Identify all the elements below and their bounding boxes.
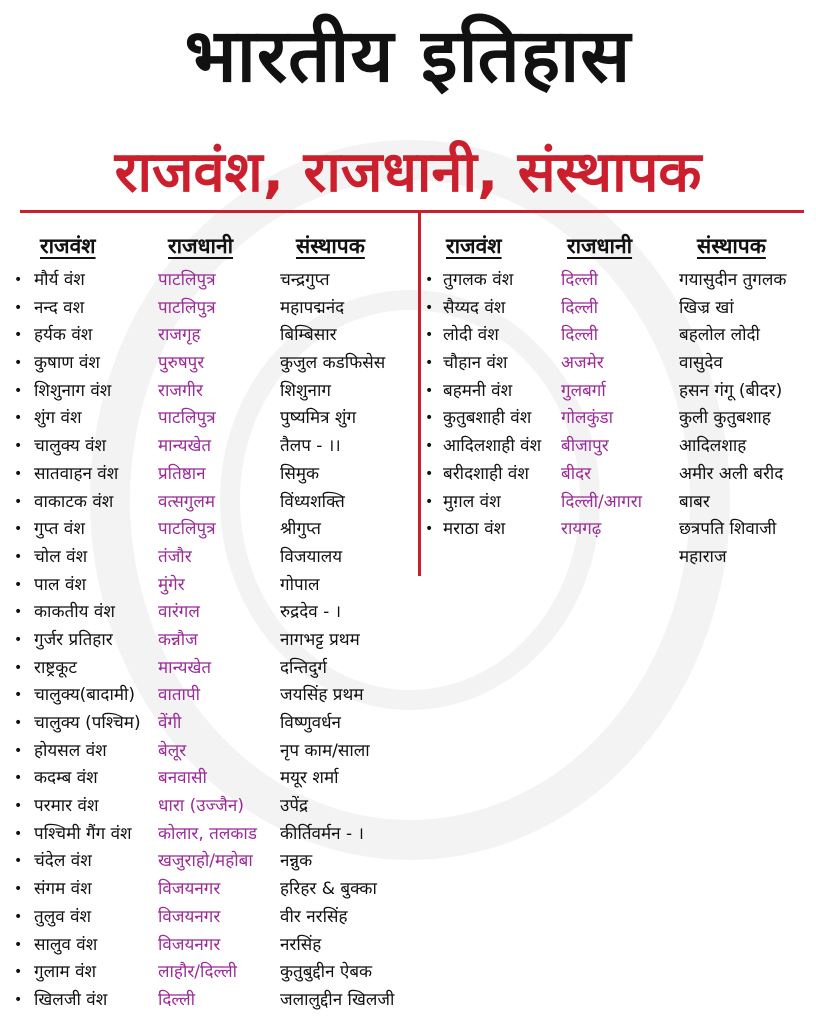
founder-name: हसन गंगू (बीदर) bbox=[679, 380, 783, 401]
table-row bbox=[0, 295, 418, 323]
left-header-dynasty: राजवंश bbox=[40, 234, 96, 258]
capital-name: वत्सगुलम bbox=[158, 491, 216, 512]
capital-name: गुलबर्गा bbox=[561, 380, 606, 401]
capital-name: कन्नौज bbox=[158, 629, 198, 650]
capital-name: राजगीर bbox=[158, 380, 203, 401]
table-row bbox=[421, 350, 816, 378]
founder-name: श्रीगुप्त bbox=[280, 519, 321, 540]
capital-name: खजुराहो/महोबा bbox=[158, 851, 253, 872]
capital-name: राजगृह bbox=[158, 325, 201, 346]
table-row bbox=[0, 599, 418, 627]
capital-name: अजमेर bbox=[561, 353, 604, 374]
left-header-founder: संस्थापक bbox=[296, 234, 365, 258]
dynasty-name: कदम्ब वंश bbox=[34, 768, 98, 789]
founder-name: नरसिंह bbox=[280, 934, 322, 955]
table-row bbox=[0, 738, 418, 766]
bullet-icon: • bbox=[425, 272, 434, 288]
founder-name: वीर नरसिंह bbox=[280, 906, 348, 927]
bullet-icon: • bbox=[425, 493, 434, 510]
bullet-icon: • bbox=[14, 964, 23, 981]
dynasty-name: गुप्त वंश bbox=[34, 519, 85, 540]
founder-name: तैलप - ।। bbox=[280, 436, 341, 457]
table-row bbox=[0, 405, 418, 433]
dynasty-name: पाल वंश bbox=[34, 574, 87, 595]
table-row bbox=[0, 572, 418, 600]
table-row bbox=[0, 765, 418, 793]
capital-name: वातापी bbox=[158, 685, 201, 706]
founder-name: गोपाल bbox=[280, 574, 320, 595]
capital-name: मान्यखेत bbox=[158, 436, 212, 457]
header-divider bbox=[20, 210, 804, 213]
table-row bbox=[0, 267, 418, 295]
right-header-capital: राजधानी bbox=[567, 234, 633, 258]
founder-name: हरिहर & बुक्का bbox=[280, 879, 377, 900]
founder-name: कुतुबुद्दीन ऐबक bbox=[280, 962, 373, 983]
capital-name: दिल्ली bbox=[158, 989, 196, 1010]
bullet-icon: • bbox=[14, 715, 23, 731]
founder-name: सिमुक bbox=[280, 463, 320, 484]
founder-name: महापद्मनंद bbox=[280, 297, 345, 318]
table-row bbox=[0, 433, 418, 461]
dynasty-name: बहमनी वंश bbox=[443, 380, 513, 401]
capital-name: गोलकुंडा bbox=[561, 408, 614, 429]
table-row bbox=[0, 904, 418, 932]
founder-name: खिज्र खां bbox=[679, 297, 734, 318]
table-row bbox=[421, 461, 816, 489]
bullet-icon: • bbox=[14, 604, 23, 621]
dynasty-name: काकतीय वंश bbox=[34, 602, 115, 623]
page-subtitle: राजवंश, राजधानी, संस्थापक bbox=[114, 140, 702, 205]
dynasty-name: लोदी वंश bbox=[443, 325, 499, 346]
capital-name: विजयनगर bbox=[158, 906, 221, 927]
bullet-icon: • bbox=[14, 299, 23, 316]
bullet-icon: • bbox=[14, 272, 23, 288]
dynasty-name: मौर्य वंश bbox=[34, 270, 85, 290]
dynasty-name: कुतुबशाही वंश bbox=[443, 408, 532, 429]
table-row bbox=[0, 655, 418, 683]
bullet-icon: • bbox=[14, 770, 23, 787]
founder-name: पुष्यमित्र शुंग bbox=[280, 408, 357, 429]
bullet-icon: • bbox=[14, 410, 23, 427]
dynasty-name: चालुक्य (पश्चिम) bbox=[34, 713, 141, 733]
table-row bbox=[0, 793, 418, 821]
table-row bbox=[0, 876, 418, 904]
bullet-icon: • bbox=[14, 825, 23, 842]
founder-name: जलालुद्दीन खिलजी bbox=[280, 989, 395, 1010]
dynasty-name: बरीदशाही वंश bbox=[443, 463, 529, 484]
capital-name: तंजौर bbox=[158, 546, 192, 567]
capital-name: पाटलिपुत्र bbox=[158, 408, 216, 429]
dynasty-name: खिलजी वंश bbox=[34, 989, 108, 1010]
bullet-icon: • bbox=[425, 382, 434, 399]
capital-name: वेंगी bbox=[158, 713, 182, 733]
dynasty-name: चालुक्य(बादामी) bbox=[34, 685, 136, 706]
capital-name: कोलार, तलकाड bbox=[158, 823, 257, 844]
right-table bbox=[421, 267, 816, 572]
founder-name: कीर्तिवर्मन - । bbox=[280, 823, 364, 844]
capital-name: प्रतिष्ठान bbox=[158, 463, 206, 484]
table-row bbox=[421, 295, 816, 323]
table-row bbox=[0, 932, 418, 960]
dynasty-name: चोल वंश bbox=[34, 546, 88, 567]
dynasty-name: चौहान वंश bbox=[443, 353, 508, 374]
table-row bbox=[421, 516, 816, 544]
dynasty-name: तुगलक वंश bbox=[443, 270, 514, 290]
founder-name: नागभट्ट प्रथम bbox=[280, 629, 360, 650]
dynasty-name: शुंग वंश bbox=[34, 408, 82, 429]
bullet-icon: • bbox=[425, 355, 434, 372]
right-header-dynasty: राजवंश bbox=[446, 234, 502, 258]
capital-name: बीदर bbox=[561, 463, 592, 484]
capital-name: लाहौर/दिल्ली bbox=[158, 962, 238, 983]
table-row bbox=[421, 405, 816, 433]
bullet-icon: • bbox=[14, 631, 23, 648]
dynasty-name: शिशुनाग वंश bbox=[34, 380, 112, 401]
founder-name: कुजुल कडफिसेस bbox=[280, 353, 386, 374]
table-row bbox=[421, 489, 816, 517]
bullet-icon: • bbox=[14, 798, 23, 815]
table-row bbox=[0, 821, 418, 849]
dynasty-name: सैय्यद वंश bbox=[443, 297, 506, 318]
founder-name: छत्रपति शिवाजी bbox=[679, 519, 777, 540]
left-header-capital: राजधानी bbox=[168, 234, 234, 258]
table-row bbox=[0, 489, 418, 517]
table-row bbox=[421, 378, 816, 406]
founder-name: अमीर अली बरीद bbox=[679, 463, 784, 484]
bullet-icon: • bbox=[14, 659, 23, 676]
capital-name: धारा (उज्जैन) bbox=[158, 796, 244, 817]
dynasty-name: हर्यक वंश bbox=[34, 325, 93, 346]
capital-name: दिल्ली bbox=[561, 270, 599, 290]
founder-name: नृप काम/साला bbox=[280, 740, 370, 761]
capital-name: रायगढ़ bbox=[561, 519, 602, 540]
dynasty-name: परमार वंश bbox=[34, 796, 99, 817]
founder-name: नन्नुक bbox=[280, 851, 313, 872]
capital-name: पाटलिपुत्र bbox=[158, 270, 216, 290]
dynasty-name: गुर्जर प्रतिहार bbox=[34, 629, 113, 650]
bullet-icon: • bbox=[14, 853, 23, 870]
founder-name: बाबर bbox=[679, 491, 710, 512]
bullet-icon: • bbox=[425, 521, 434, 538]
capital-name: दिल्ली bbox=[561, 325, 599, 346]
capital-name: बीजापुर bbox=[561, 436, 609, 457]
bullet-icon: • bbox=[14, 687, 23, 704]
bullet-icon: • bbox=[14, 908, 23, 925]
bullet-icon: • bbox=[14, 881, 23, 898]
capital-name: बेलूर bbox=[158, 740, 187, 761]
bullet-icon: • bbox=[14, 382, 23, 399]
right-header-founder: संस्थापक bbox=[697, 234, 766, 258]
dynasty-name: चालुक्य वंश bbox=[34, 436, 107, 457]
table-row bbox=[0, 461, 418, 489]
founder-name: वासुदेव bbox=[679, 353, 723, 374]
dynasty-name: चंदेल वंश bbox=[34, 851, 92, 872]
dynasty-name: कुषाण वंश bbox=[34, 353, 100, 374]
capital-name: मान्यखेत bbox=[158, 657, 212, 678]
table-row bbox=[0, 710, 418, 738]
capital-name: पाटलिपुत्र bbox=[158, 519, 216, 540]
bullet-icon: • bbox=[14, 742, 23, 759]
bullet-icon: • bbox=[425, 410, 434, 427]
founder-name-continuation: महाराज bbox=[679, 546, 727, 567]
bullet-icon: • bbox=[425, 465, 434, 482]
left-table bbox=[0, 267, 418, 1015]
bullet-icon: • bbox=[14, 991, 23, 1008]
dynasty-name: नन्द वश bbox=[34, 297, 85, 318]
founder-name: कुली कुतुबशाह bbox=[679, 408, 771, 429]
bullet-icon: • bbox=[14, 521, 23, 538]
founder-name: विंध्यशक्ति bbox=[280, 491, 345, 512]
bullet-icon: • bbox=[14, 493, 23, 510]
dynasty-name: संगम वंश bbox=[34, 879, 92, 900]
dynasty-name: सालुव वंश bbox=[34, 934, 98, 955]
capital-name: विजयनगर bbox=[158, 934, 221, 955]
founder-name: बहलोल लोदी bbox=[679, 325, 760, 346]
founder-name: दन्तिदुर्ग bbox=[280, 657, 327, 678]
page-title: भारतीय इतिहास bbox=[184, 13, 632, 99]
dynasty-name: गुलाम वंश bbox=[34, 962, 97, 983]
dynasty-name: पश्चिमी गैंग वंश bbox=[34, 823, 132, 844]
bullet-icon: • bbox=[425, 438, 434, 455]
founder-name: आदिलशाह bbox=[679, 436, 747, 457]
bullet-icon: • bbox=[14, 936, 23, 953]
capital-name: पाटलिपुत्र bbox=[158, 297, 216, 318]
table-row bbox=[0, 350, 418, 378]
table-row bbox=[0, 627, 418, 655]
founder-name: उपेंद्र bbox=[280, 796, 308, 817]
bullet-icon: • bbox=[14, 465, 23, 482]
dynasty-name: सातवाहन वंश bbox=[34, 463, 119, 484]
table-row bbox=[0, 516, 418, 544]
capital-name: वारंगल bbox=[158, 602, 200, 623]
table-row bbox=[0, 544, 418, 572]
capital-name: दिल्ली/आगरा bbox=[561, 491, 643, 512]
dynasty-name: राष्ट्रकूट bbox=[34, 657, 77, 678]
bullet-icon: • bbox=[425, 299, 434, 316]
founder-name: विष्णुवर्धन bbox=[280, 713, 341, 733]
capital-name: विजयनगर bbox=[158, 879, 221, 900]
capital-name: पुरुषपुर bbox=[158, 353, 205, 374]
dynasty-name: तुलुव वंश bbox=[34, 906, 92, 927]
founder-name: विजयालय bbox=[280, 546, 343, 567]
founder-name: गयासुदीन तुगलक bbox=[679, 270, 787, 290]
bullet-icon: • bbox=[425, 327, 434, 344]
capital-name: मुंगेर bbox=[158, 574, 185, 595]
table-row bbox=[0, 682, 418, 710]
bullet-icon: • bbox=[14, 438, 23, 455]
bullet-icon: • bbox=[14, 327, 23, 344]
dynasty-name: आदिलशाही वंश bbox=[443, 436, 542, 457]
table-row bbox=[0, 378, 418, 406]
founder-name: बिम्बिसार bbox=[280, 325, 337, 346]
capital-name: दिल्ली bbox=[561, 297, 599, 318]
table-row bbox=[421, 267, 816, 295]
dynasty-name: होयसल वंश bbox=[34, 740, 107, 761]
table-row bbox=[0, 848, 418, 876]
table-row bbox=[421, 433, 816, 461]
dynasty-name: मुग़ल वंश bbox=[443, 491, 501, 512]
bullet-icon: • bbox=[14, 355, 23, 372]
capital-name: बनवासी bbox=[158, 768, 207, 789]
founder-name: मयूर शर्मा bbox=[280, 768, 339, 789]
founder-name: चन्द्रगुप्त bbox=[280, 270, 330, 290]
bullet-icon: • bbox=[14, 548, 23, 565]
dynasty-name: मराठा वंश bbox=[443, 519, 506, 540]
table-row bbox=[421, 322, 816, 350]
table-row bbox=[0, 959, 418, 987]
founder-name: रुद्रदेव - । bbox=[280, 602, 342, 623]
founder-name: शिशुनाग bbox=[280, 380, 331, 401]
bullet-icon: • bbox=[14, 576, 23, 593]
founder-name: जयसिंह प्रथम bbox=[280, 685, 364, 706]
table-row-continuation bbox=[421, 544, 816, 572]
dynasty-name: वाकाटक वंश bbox=[34, 491, 114, 512]
table-row bbox=[0, 987, 418, 1015]
table-row bbox=[0, 322, 418, 350]
